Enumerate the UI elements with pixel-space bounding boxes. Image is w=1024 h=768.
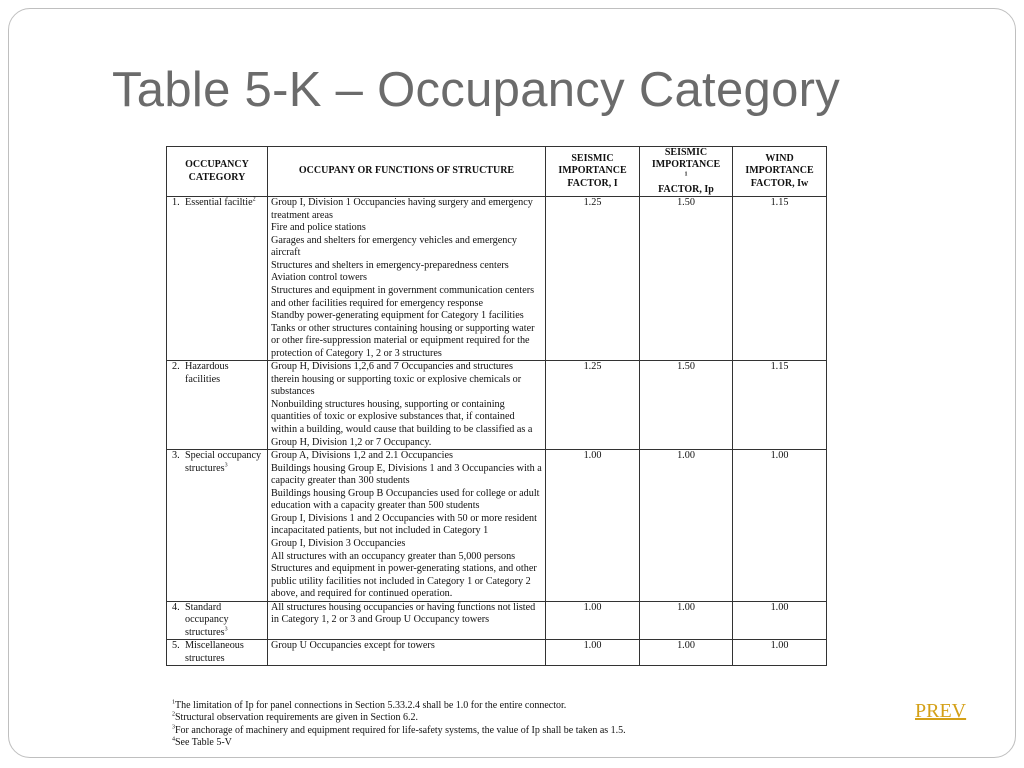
footnote xyxy=(172,712,626,724)
category-cell xyxy=(167,450,268,602)
header-seismic-ip-top: SEISMIC IMPORTANCE xyxy=(651,147,721,171)
header-seismic-ip-sup: 1 xyxy=(684,171,688,178)
category-number: 3. xyxy=(172,450,180,462)
category-number: 1. xyxy=(172,197,180,209)
footnote xyxy=(172,725,626,737)
footnote-text: Structural observation requirements are given in Section 6.2. xyxy=(175,712,418,724)
footnote-text: The limitation of Ip for panel connections in Section 5.33.2.4 shall be 1.0 for the entire connector. xyxy=(175,700,567,711)
category-number: 5. xyxy=(172,640,180,652)
category-footnote-mark: 3 xyxy=(224,462,228,469)
function-line: Structures and equipment in government communication centers and other facilities required for emergency response xyxy=(271,285,535,309)
function-line: Aviation control towers xyxy=(271,272,368,284)
table-header-row xyxy=(167,147,827,197)
category-label: Miscellaneous structures xyxy=(185,640,244,664)
header-wind: WIND IMPORTANCE FACTOR, Iw xyxy=(733,147,827,197)
functions-cell xyxy=(268,601,546,640)
footnote xyxy=(172,737,626,749)
occupancy-category-table xyxy=(166,146,827,666)
category-label: Standard occupancy structures xyxy=(185,601,229,638)
footnote-mark: 3 xyxy=(172,724,175,731)
table-row xyxy=(167,197,827,361)
category-footnote-mark: 3 xyxy=(224,626,228,633)
footnote xyxy=(172,700,626,712)
seismic-ip-value: 1.00 xyxy=(640,450,733,602)
header-seismic-ip xyxy=(640,147,733,197)
wind-value: 1.15 xyxy=(733,361,827,450)
functions-cell xyxy=(268,640,546,666)
functions-cell xyxy=(268,361,546,450)
wind-value: 1.15 xyxy=(733,197,827,361)
function-line: All structures with an occupancy greater than 5,000 persons xyxy=(271,550,516,562)
function-line: Group A, Divisions 1,2 and 2.1 Occupancies xyxy=(271,450,453,462)
header-seismic-i: SEISMIC IMPORTANCE FACTOR, I xyxy=(546,147,640,197)
function-line: Group I, Divisions 1 and 2 Occupancies with 50 or more resident incapacitated patients, but not included in Category 1 xyxy=(271,512,537,537)
function-line: Group U Occupancies except for towers xyxy=(271,640,435,652)
seismic-i-value: 1.00 xyxy=(546,450,640,602)
prev-link[interactable]: PREV xyxy=(915,700,967,722)
seismic-i-value: 1.25 xyxy=(546,197,640,361)
function-line: Tanks or other structures containing housing or supporting water or other fire-suppression material or equipment required for the protection of Category 1, 2 or 3 structures xyxy=(271,322,535,359)
seismic-ip-value: 1.00 xyxy=(640,601,733,640)
wind-value: 1.00 xyxy=(733,640,827,666)
category-cell xyxy=(167,640,268,666)
category-label: Hazardous facilities xyxy=(185,361,229,385)
category-label: Essential faciltie xyxy=(185,197,253,209)
footnote-text: See Table 5-V xyxy=(175,737,232,749)
function-line: Structures and equipment in power-generating stations, and other public utility facilities not included in Category 1 or Category 2 above, and required for continued operation. xyxy=(271,563,537,600)
table-row xyxy=(167,640,827,666)
table-row xyxy=(167,361,827,450)
function-line: Fire and police stations xyxy=(271,222,366,234)
seismic-i-value: 1.25 xyxy=(546,361,640,450)
seismic-ip-value: 1.50 xyxy=(640,361,733,450)
function-line: Standby power-generating equipment for Category 1 facilities xyxy=(271,310,524,322)
function-line: All structures housing occupancies or having functions not listed in Category 1, 2 or 3 and Group U Occupancy towers xyxy=(271,601,536,626)
functions-cell xyxy=(268,197,546,361)
category-cell xyxy=(167,601,268,640)
function-line: Group I, Division 1 Occupancies having surgery and emergency treatment areas xyxy=(271,197,533,221)
function-line: Buildings housing Group B Occupancies used for college or adult education with a capacity greater than 500 students xyxy=(271,487,540,512)
function-line: Structures and shelters in emergency-preparedness centers xyxy=(271,259,509,271)
function-line: Group H, Divisions 1,2,6 and 7 Occupancies and structures therein housing or supporting toxic or explosive chemicals or substances xyxy=(271,361,522,398)
function-line: Group I, Division 3 Occupancies xyxy=(271,537,406,549)
page-title: Table 5-K – Occupancy Category xyxy=(112,63,841,117)
table-row xyxy=(167,450,827,602)
functions-cell xyxy=(268,450,546,602)
category-number: 4. xyxy=(172,601,180,613)
category-cell xyxy=(167,361,268,450)
seismic-ip-value: 1.50 xyxy=(640,197,733,361)
header-seismic-ip-bottom: FACTOR, Ip xyxy=(658,183,714,195)
header-category: OCCUPANCY CATEGORY xyxy=(167,147,268,197)
category-footnote-mark: 2 xyxy=(252,196,256,203)
wind-value: 1.00 xyxy=(733,601,827,640)
category-number: 2. xyxy=(172,361,180,373)
seismic-i-value: 1.00 xyxy=(546,640,640,666)
function-line: Buildings housing Group E, Divisions 1 and 3 Occupancies with a capacity greater than 300 students xyxy=(271,462,542,487)
category-label: Special occupancy structures xyxy=(185,450,262,474)
header-functions: OCCUPANY OR FUNCTIONS OF STRUCTURE xyxy=(268,147,546,197)
footnote-text: For anchorage of machinery and equipment required for life-safety systems, the value of Ip shall be taken as 1.5. xyxy=(175,724,626,736)
footnotes xyxy=(172,700,626,750)
table-row xyxy=(167,601,827,640)
function-line: Nonbuilding structures housing, supporting or containing quantities of toxic or explosive substances that, if contained within a building, would cause that building to be classified as a Group H, Division 1,2 or 7 Occupancy. xyxy=(271,398,533,448)
footnote-mark: 2 xyxy=(172,712,175,719)
category-cell xyxy=(167,197,268,361)
footnote-mark: 4 xyxy=(172,736,175,743)
table-body xyxy=(167,197,827,666)
wind-value: 1.00 xyxy=(733,450,827,602)
seismic-ip-value: 1.00 xyxy=(640,640,733,666)
function-line: Garages and shelters for emergency vehicles and emergency aircraft xyxy=(271,234,517,259)
seismic-i-value: 1.00 xyxy=(546,601,640,640)
footnote-mark: 1 xyxy=(172,699,175,706)
